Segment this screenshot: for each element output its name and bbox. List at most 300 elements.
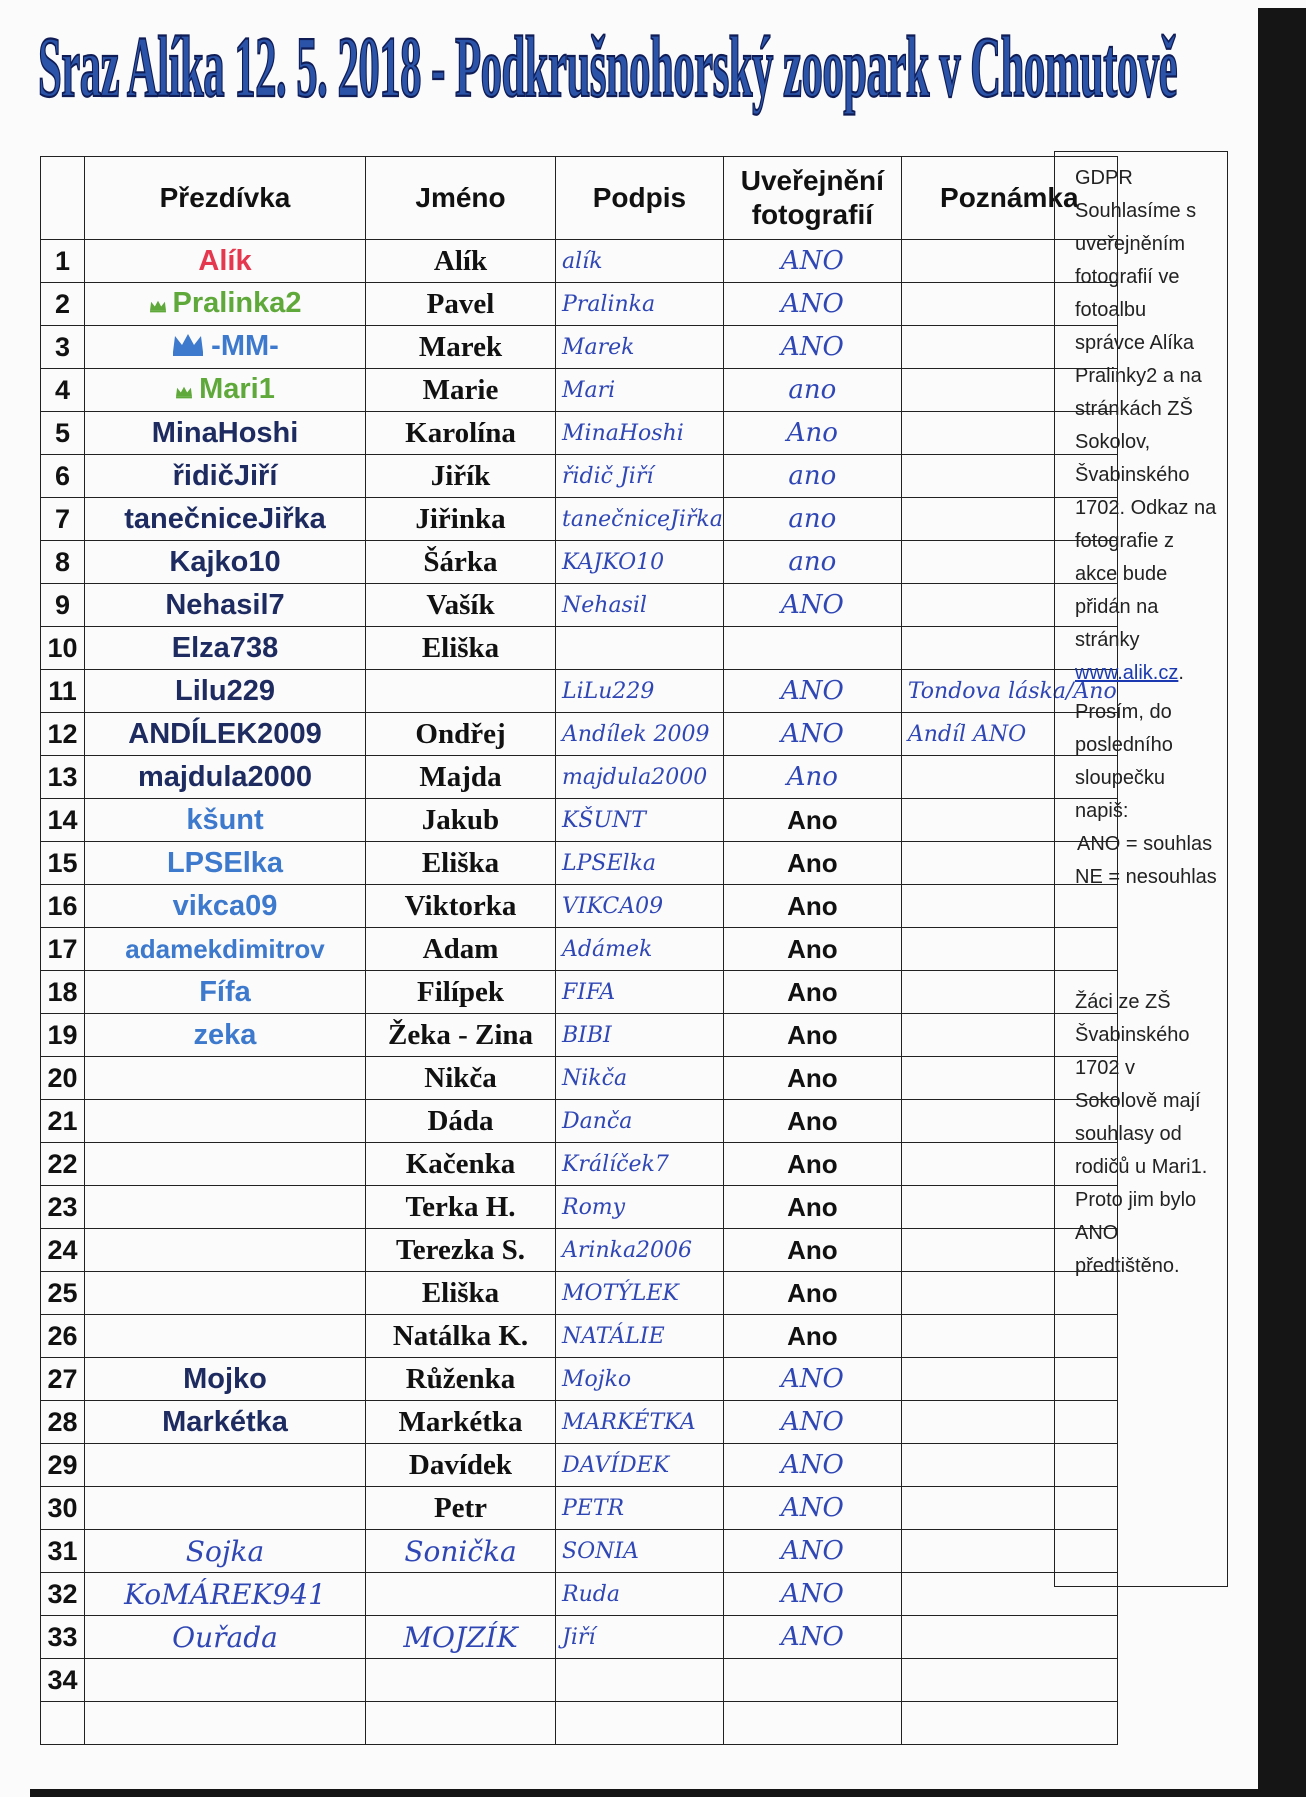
signature-cell bbox=[556, 1229, 724, 1272]
signature-cell-text: Adámek bbox=[562, 936, 653, 962]
table-row bbox=[41, 369, 1118, 412]
table-row bbox=[41, 1143, 1118, 1186]
consent-cell-text: Ano bbox=[787, 1277, 838, 1308]
nickname-cell bbox=[85, 1358, 366, 1401]
name-cell bbox=[366, 1315, 556, 1358]
row-number-text: 14 bbox=[47, 804, 78, 835]
consent-cell bbox=[723, 1057, 901, 1100]
nickname-cell bbox=[85, 455, 366, 498]
consent-cell bbox=[723, 1315, 901, 1358]
row-number bbox=[41, 1444, 85, 1487]
nickname-cell-text: KoMÁREK941 bbox=[124, 1577, 326, 1611]
no-legend: NE = nesouhlas bbox=[1075, 866, 1217, 888]
consent-cell bbox=[723, 1358, 901, 1401]
row-number-text: 22 bbox=[47, 1148, 78, 1179]
nickname-cell bbox=[85, 283, 366, 326]
name-cell bbox=[366, 369, 556, 412]
header-nickname: Přezdívka bbox=[85, 157, 366, 240]
signature-cell bbox=[556, 455, 724, 498]
signature-cell bbox=[556, 1702, 724, 1745]
consent-cell bbox=[723, 1573, 901, 1616]
row-number bbox=[41, 670, 85, 713]
name-cell-text: Eliška bbox=[421, 846, 500, 879]
name-cell bbox=[366, 1702, 556, 1745]
signature-cell bbox=[556, 283, 724, 326]
consent-cell-text: ANO bbox=[780, 289, 844, 319]
row-number-text: 23 bbox=[47, 1191, 78, 1222]
table-row bbox=[41, 1229, 1118, 1272]
gdpr-text: GDPR Souhlasíme s uveřejněním fotografií ve fotoalbu správce Alíka Pralinky2 a na stránkách ZŠ Sokolov, Švabinského 1702. Odkaz na fotografie z akce bude přidán na stránky www.alik.cz. bbox=[1075, 167, 1217, 684]
name-cell-text: Nikča bbox=[424, 1061, 497, 1094]
nickname-cell-text: adamekdimitrov bbox=[125, 933, 325, 964]
table-row bbox=[41, 1100, 1118, 1143]
row-number-text: 5 bbox=[54, 417, 71, 448]
row-number bbox=[41, 1186, 85, 1229]
row-number bbox=[41, 1057, 85, 1100]
table-row bbox=[41, 1659, 1118, 1702]
signature-cell-text: Mari bbox=[562, 377, 616, 403]
consent-cell-text: ANO bbox=[780, 1579, 844, 1609]
consent-cell-text: Ano bbox=[787, 890, 838, 921]
nickname-cell-text: ANDÍLEK2009 bbox=[128, 717, 322, 750]
nickname-cell-text: Kajko10 bbox=[169, 545, 281, 578]
row-number-text: 30 bbox=[47, 1492, 78, 1523]
signature-cell-text: LPSElka bbox=[562, 850, 657, 876]
nickname-cell bbox=[85, 1100, 366, 1143]
consent-cell-text: Ano bbox=[787, 804, 838, 835]
name-cell bbox=[366, 326, 556, 369]
row-number bbox=[41, 1530, 85, 1573]
nickname-cell-text: Sojka bbox=[185, 1534, 265, 1568]
consent-cell-text: ANO bbox=[780, 719, 844, 749]
note-cell-text: Tondova láska/Ano bbox=[907, 678, 1117, 704]
nickname-cell-text: Fífa bbox=[199, 975, 251, 1008]
consent-cell-text: ano bbox=[788, 547, 837, 577]
signature-cell-text: MARKÉTKA bbox=[562, 1409, 696, 1435]
row-number-text: 19 bbox=[47, 1019, 78, 1050]
signature-cell bbox=[556, 713, 724, 756]
table-row bbox=[41, 1616, 1118, 1659]
consent-cell-text: Ano bbox=[786, 418, 838, 448]
signature-cell-text: Mojko bbox=[562, 1366, 632, 1392]
name-cell bbox=[366, 455, 556, 498]
name-cell-text: Dáda bbox=[427, 1104, 494, 1137]
signature-cell-text: Danča bbox=[562, 1108, 633, 1134]
name-cell-text: Ondřej bbox=[415, 717, 506, 750]
name-cell bbox=[366, 842, 556, 885]
nickname-cell-text: řidičJiří bbox=[172, 459, 278, 492]
name-cell bbox=[366, 584, 556, 627]
signature-cell bbox=[556, 498, 724, 541]
name-cell-text: Žeka - Zina bbox=[387, 1018, 534, 1051]
consent-cell bbox=[723, 1659, 901, 1702]
row-number-text: 34 bbox=[47, 1664, 78, 1695]
row-number bbox=[41, 1014, 85, 1057]
consent-cell-text: Ano bbox=[787, 1105, 838, 1136]
table-row bbox=[41, 541, 1118, 584]
row-number bbox=[41, 756, 85, 799]
signature-cell-text: Ruda bbox=[562, 1581, 620, 1607]
nickname-cell bbox=[85, 885, 366, 928]
consent-cell-text: Ano bbox=[787, 976, 838, 1007]
signature-cell bbox=[556, 1143, 724, 1186]
name-cell bbox=[366, 1616, 556, 1659]
name-cell-text: Viktorka bbox=[404, 889, 517, 922]
signature-cell bbox=[556, 1100, 724, 1143]
name-cell bbox=[366, 1487, 556, 1530]
consent-cell bbox=[723, 240, 901, 283]
nickname-cell bbox=[85, 1616, 366, 1659]
row-number-text: 12 bbox=[47, 718, 78, 749]
row-number bbox=[41, 1616, 85, 1659]
signature-cell bbox=[556, 842, 724, 885]
signature-cell bbox=[556, 928, 724, 971]
row-number-text: 1 bbox=[54, 245, 71, 276]
row-number-text: 26 bbox=[47, 1320, 78, 1351]
name-cell-text: Majda bbox=[419, 760, 502, 793]
nickname-cell bbox=[85, 756, 366, 799]
nickname-cell bbox=[85, 541, 366, 584]
row-number bbox=[41, 627, 85, 670]
consent-cell bbox=[723, 412, 901, 455]
consent-cell-text: ANO bbox=[780, 1622, 844, 1652]
consent-cell bbox=[723, 498, 901, 541]
consent-cell-text: ANO bbox=[780, 246, 844, 276]
row-number-text: 3 bbox=[54, 331, 71, 362]
signature-cell-text: NATÁLIE bbox=[562, 1323, 665, 1349]
signature-cell-text: Arinka2006 bbox=[562, 1237, 693, 1263]
name-cell-text: MOJZÍK bbox=[403, 1620, 518, 1654]
table-row bbox=[41, 412, 1118, 455]
name-cell bbox=[366, 1530, 556, 1573]
consent-cell-text: ANO bbox=[780, 676, 844, 706]
pupils-note: Žáci ze ZŠ Švabinského 1702 v Sokolově mají souhlasy od rodičů u Mari1. Proto jim bylo ANO předtištěno. bbox=[1075, 991, 1208, 1277]
nickname-cell-text: Ouřada bbox=[172, 1620, 278, 1654]
name-cell bbox=[366, 756, 556, 799]
name-cell-text: Terka H. bbox=[405, 1190, 516, 1223]
table-row bbox=[41, 1702, 1118, 1745]
row-number-text: 7 bbox=[54, 503, 71, 534]
row-number-text: 32 bbox=[47, 1578, 78, 1609]
signature-cell-text: Andílek 2009 bbox=[562, 721, 710, 747]
signature-cell bbox=[556, 670, 724, 713]
table-row bbox=[41, 1530, 1118, 1573]
nickname-cell bbox=[85, 842, 366, 885]
name-cell-text: Marie bbox=[422, 373, 499, 406]
row-number-text: 31 bbox=[47, 1535, 78, 1566]
row-number bbox=[41, 240, 85, 283]
consent-cell bbox=[723, 971, 901, 1014]
name-cell bbox=[366, 713, 556, 756]
header-photo-consent: Uveřejnění fotografií bbox=[723, 157, 901, 240]
consent-cell bbox=[723, 1014, 901, 1057]
table-row bbox=[41, 1573, 1118, 1616]
consent-cell bbox=[723, 326, 901, 369]
row-number bbox=[41, 369, 85, 412]
table-row bbox=[41, 799, 1118, 842]
crown-icon bbox=[149, 288, 167, 321]
nickname-cell bbox=[85, 584, 366, 627]
name-cell bbox=[366, 627, 556, 670]
signature-cell-text: Nehasil bbox=[562, 592, 647, 618]
header-note: Poznámka bbox=[901, 157, 1117, 240]
table-row bbox=[41, 455, 1118, 498]
row-number bbox=[41, 1702, 85, 1745]
nickname-cell-text: MinaHoshi bbox=[151, 416, 299, 449]
nickname-cell bbox=[85, 1573, 366, 1616]
row-number-text: 4 bbox=[54, 374, 71, 405]
name-cell bbox=[366, 1358, 556, 1401]
signature-cell-text: KŠUNT bbox=[562, 807, 646, 833]
signature-cell bbox=[556, 971, 724, 1014]
nickname-cell bbox=[85, 1057, 366, 1100]
consent-cell-text: Ano bbox=[787, 933, 838, 964]
row-number-text: 13 bbox=[47, 761, 78, 792]
signature-cell-text: MinaHoshi bbox=[562, 420, 684, 446]
consent-cell bbox=[723, 799, 901, 842]
nickname-cell-text: zeka bbox=[193, 1018, 257, 1051]
consent-cell bbox=[723, 1487, 901, 1530]
name-cell-text: Davídek bbox=[408, 1448, 513, 1481]
table-row bbox=[41, 584, 1118, 627]
nickname-cell bbox=[85, 412, 366, 455]
row-number-text: 27 bbox=[47, 1363, 78, 1394]
header-signature: Podpis bbox=[556, 157, 724, 240]
signature-cell bbox=[556, 885, 724, 928]
name-cell-text: Sonička bbox=[404, 1534, 517, 1568]
consent-cell bbox=[723, 1401, 901, 1444]
alik-link[interactable]: www.alik.cz bbox=[1075, 662, 1179, 684]
signature-cell bbox=[556, 412, 724, 455]
gdpr-notice bbox=[1054, 151, 1228, 1587]
yes-legend: ANO = souhlas bbox=[1077, 833, 1213, 855]
signature-cell-text: Marek bbox=[562, 334, 635, 360]
table-row bbox=[41, 1401, 1118, 1444]
nickname-cell bbox=[85, 713, 366, 756]
nickname-cell bbox=[85, 1444, 366, 1487]
table-row bbox=[41, 928, 1118, 971]
consent-cell bbox=[723, 455, 901, 498]
nickname-cell bbox=[85, 1272, 366, 1315]
consent-cell bbox=[723, 1702, 901, 1745]
signature-cell-text: KAJKO10 bbox=[562, 549, 665, 575]
consent-cell-text: ANO bbox=[780, 590, 844, 620]
row-number-text: 21 bbox=[47, 1105, 78, 1136]
row-number-text: 33 bbox=[47, 1621, 78, 1652]
name-cell-text: Filípek bbox=[416, 975, 504, 1008]
signature-cell bbox=[556, 1659, 724, 1702]
signature-cell bbox=[556, 369, 724, 412]
name-cell-text: Adam bbox=[422, 932, 499, 965]
row-number bbox=[41, 1358, 85, 1401]
row-number-text: 25 bbox=[47, 1277, 78, 1308]
signature-cell-text: řidič Jiří bbox=[562, 463, 654, 489]
nickname-cell-text: kšunt bbox=[186, 803, 264, 836]
signature-cell bbox=[556, 1315, 724, 1358]
table-row bbox=[41, 1186, 1118, 1229]
note-cell bbox=[901, 1702, 1117, 1745]
consent-cell bbox=[723, 283, 901, 326]
nickname-cell-text: Elza738 bbox=[171, 631, 279, 664]
table-row bbox=[41, 1272, 1118, 1315]
signature-cell bbox=[556, 627, 724, 670]
signature-cell-text: Králíček7 bbox=[562, 1151, 669, 1177]
signature-cell-text: FIFA bbox=[562, 979, 616, 1005]
name-cell bbox=[366, 240, 556, 283]
consent-cell bbox=[723, 584, 901, 627]
table-row bbox=[41, 1014, 1118, 1057]
signature-cell bbox=[556, 1401, 724, 1444]
table-row bbox=[41, 1487, 1118, 1530]
row-number-text: 6 bbox=[54, 460, 71, 491]
name-cell bbox=[366, 1659, 556, 1702]
row-number-text: 2 bbox=[54, 288, 71, 319]
consent-cell-text: Ano bbox=[787, 1062, 838, 1093]
signature-cell-text: BIBI bbox=[562, 1022, 612, 1048]
signature-cell bbox=[556, 1186, 724, 1229]
name-cell-text: Vašík bbox=[426, 588, 495, 621]
consent-cell bbox=[723, 885, 901, 928]
signature-cell bbox=[556, 1057, 724, 1100]
nickname-cell-text: Markétka bbox=[162, 1405, 288, 1438]
name-cell-text: Alík bbox=[433, 244, 488, 277]
row-number bbox=[41, 584, 85, 627]
consent-cell-text: ano bbox=[788, 461, 837, 491]
nickname-cell bbox=[85, 1186, 366, 1229]
name-cell-text: Karolína bbox=[405, 416, 516, 449]
signature-cell bbox=[556, 1358, 724, 1401]
table-row bbox=[41, 627, 1118, 670]
consent-cell bbox=[723, 369, 901, 412]
name-cell-text: Petr bbox=[433, 1491, 488, 1524]
name-cell-text: Růženka bbox=[405, 1362, 516, 1395]
table-row bbox=[41, 1358, 1118, 1401]
name-cell bbox=[366, 971, 556, 1014]
signature-cell-text: Jiří bbox=[562, 1624, 596, 1650]
note-cell-text: Andíl ANO bbox=[907, 721, 1027, 747]
consent-cell bbox=[723, 1186, 901, 1229]
row-number bbox=[41, 1487, 85, 1530]
signature-cell bbox=[556, 1487, 724, 1530]
signature-cell bbox=[556, 1272, 724, 1315]
row-number-text: 18 bbox=[47, 976, 78, 1007]
signature-cell bbox=[556, 756, 724, 799]
row-number bbox=[41, 1659, 85, 1702]
table-row bbox=[41, 1315, 1118, 1358]
table-row bbox=[41, 1057, 1118, 1100]
crown-icon bbox=[171, 331, 205, 364]
row-number-text: 10 bbox=[47, 632, 78, 663]
consent-cell bbox=[723, 1100, 901, 1143]
signature-cell-text: Pralinka bbox=[562, 291, 656, 317]
nickname-cell bbox=[85, 498, 366, 541]
row-number bbox=[41, 713, 85, 756]
row-number bbox=[41, 1100, 85, 1143]
consent-cell-text: Ano bbox=[787, 847, 838, 878]
name-cell bbox=[366, 1444, 556, 1487]
name-cell-text: Markétka bbox=[398, 1405, 523, 1438]
name-cell bbox=[366, 412, 556, 455]
name-cell-text: Kačenka bbox=[405, 1147, 516, 1180]
signature-cell bbox=[556, 1573, 724, 1616]
nickname-cell-text: majdula2000 bbox=[137, 760, 313, 793]
header-name: Jméno bbox=[366, 157, 556, 240]
instruction-text: Prosím, do posledního sloupečku napiš: bbox=[1075, 701, 1173, 822]
consent-cell-text: ano bbox=[788, 504, 837, 534]
table-row bbox=[41, 670, 1118, 713]
row-number-text: 29 bbox=[47, 1449, 78, 1480]
consent-cell bbox=[723, 928, 901, 971]
nickname-cell bbox=[85, 928, 366, 971]
row-number bbox=[41, 455, 85, 498]
row-number-text: 17 bbox=[47, 933, 78, 964]
nickname-cell-text: tanečniceJiřka bbox=[124, 502, 326, 535]
name-cell-text: Jiřinka bbox=[415, 502, 506, 535]
name-cell bbox=[366, 498, 556, 541]
name-cell bbox=[366, 1229, 556, 1272]
name-cell bbox=[366, 1401, 556, 1444]
row-number-text: 11 bbox=[48, 675, 77, 706]
header-number bbox=[41, 157, 85, 240]
signature-cell bbox=[556, 240, 724, 283]
consent-cell bbox=[723, 1143, 901, 1186]
row-number bbox=[41, 799, 85, 842]
row-number-text: 15 bbox=[47, 847, 78, 878]
row-number bbox=[41, 842, 85, 885]
crown-icon bbox=[175, 374, 193, 407]
name-cell-text: Pavel bbox=[426, 287, 495, 320]
table-row bbox=[41, 971, 1118, 1014]
nickname-cell bbox=[85, 1659, 366, 1702]
signature-cell-text: VIKCA09 bbox=[562, 893, 664, 919]
row-number-text: 9 bbox=[54, 589, 71, 620]
nickname-cell bbox=[85, 240, 366, 283]
signature-cell-text: majdula2000 bbox=[562, 764, 708, 790]
nickname-cell-text: Pralinka2 bbox=[172, 287, 302, 320]
consent-cell bbox=[723, 627, 901, 670]
consent-cell-text: ANO bbox=[780, 1536, 844, 1566]
scan-edge-bottom bbox=[30, 1789, 1306, 1797]
nickname-cell-text: Nehasil7 bbox=[165, 588, 285, 621]
signature-cell bbox=[556, 584, 724, 627]
row-number bbox=[41, 1401, 85, 1444]
table-row bbox=[41, 713, 1118, 756]
nickname-cell bbox=[85, 1143, 366, 1186]
consent-cell-text: Ano bbox=[787, 1320, 838, 1351]
nickname-cell bbox=[85, 627, 366, 670]
signature-cell bbox=[556, 799, 724, 842]
table-row bbox=[41, 283, 1118, 326]
name-cell-text: Natálka K. bbox=[392, 1319, 529, 1352]
signature-cell-text: LiLu229 bbox=[562, 678, 655, 704]
consent-cell-text: ANO bbox=[780, 1364, 844, 1394]
name-cell bbox=[366, 1143, 556, 1186]
consent-cell-text: Ano bbox=[787, 1148, 838, 1179]
consent-cell bbox=[723, 1616, 901, 1659]
name-cell bbox=[366, 1573, 556, 1616]
name-cell bbox=[366, 283, 556, 326]
table-header-row bbox=[41, 157, 1118, 240]
note-cell bbox=[901, 1616, 1117, 1659]
table-row bbox=[41, 842, 1118, 885]
row-number bbox=[41, 1229, 85, 1272]
consent-cell-text: ano bbox=[788, 375, 837, 405]
consent-cell bbox=[723, 1229, 901, 1272]
name-cell bbox=[366, 1100, 556, 1143]
signature-cell-text: tanečniceJiřka bbox=[562, 506, 723, 532]
table-row bbox=[41, 756, 1118, 799]
table-row bbox=[41, 240, 1118, 283]
